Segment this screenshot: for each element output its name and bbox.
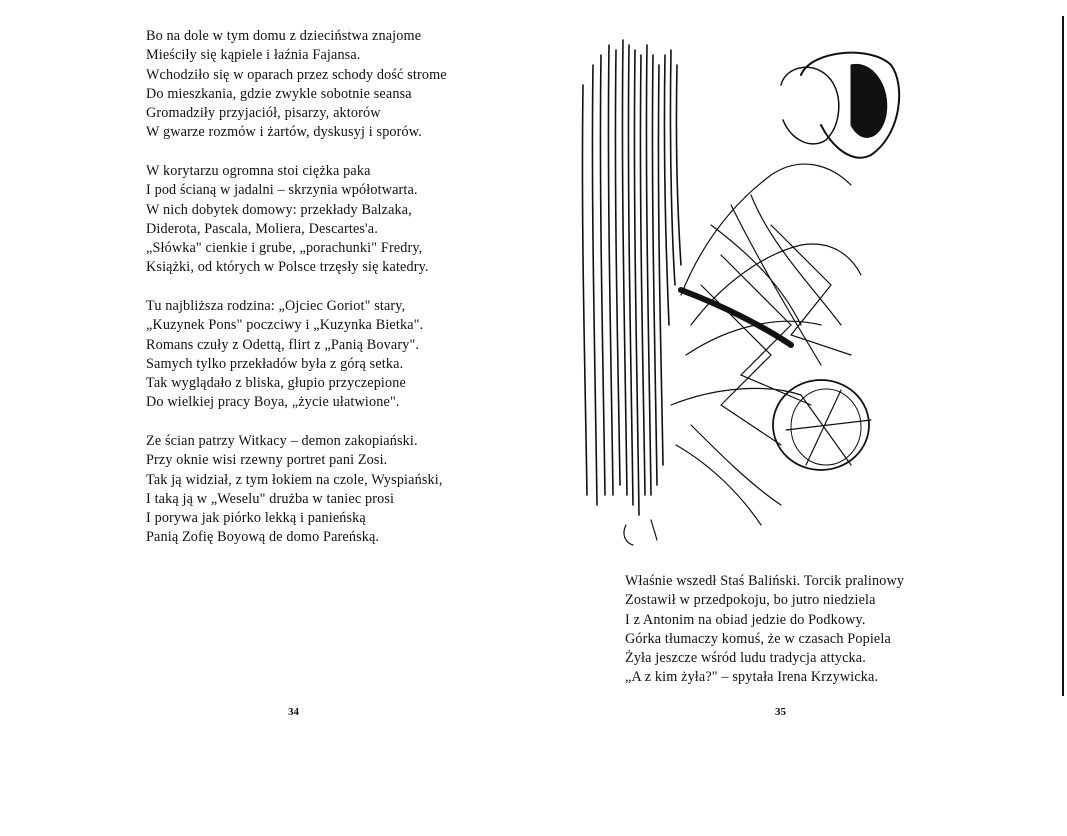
verse-line: Tak wyglądało z bliska, głupio przyczepione <box>146 375 406 392</box>
verse-line: „Słówka" cienkie i grube, „porachunki" Fredry, <box>146 240 423 257</box>
verse-line: Mieściły się kąpiele i łaźnia Fajansa. <box>146 47 361 64</box>
verse-line: I pod ścianą w jadalni – skrzynia wpółotwarta. <box>146 182 418 199</box>
verse-line: Właśnie wszedł Staś Baliński. Torcik pralinowy <box>625 573 905 589</box>
stanza-3 <box>146 297 423 413</box>
verse-line: Bo na dole w tym domu z dzieciństwa znajome <box>146 28 422 44</box>
verse-line: „A z kim żyła?" – spytała Irena Krzywicka. <box>625 669 879 686</box>
verse-line: I z Antonim na obiad jedzie do Podkowy. <box>625 611 866 628</box>
verse-line: I porywa jak piórko lekką i panieńską <box>146 510 366 527</box>
verse-line: Ze ścian patrzy Witkacy – demon zakopiański. <box>146 433 418 449</box>
pen-sketch-illustration-icon <box>571 25 911 550</box>
verse-line: Zostawił w przedpokoju, bo jutro niedziela <box>625 592 876 609</box>
verse-line: Panią Zofię Boyową de domo Pareńską. <box>146 529 380 546</box>
verse-line: „Kuzynek Pons" poczciwy i „Kuzynka Bietka". <box>146 317 424 334</box>
right-page <box>533 0 1067 836</box>
page-number: 35 <box>775 706 786 718</box>
verse-line: Górka tłumaczy komuś, że w czasach Popiela <box>625 630 891 647</box>
verse-line: Tu najbliższa rodzina: „Ojciec Goriot" stary, <box>146 298 406 314</box>
verse-line: Do mieszkania, gdzie zwykle sobotnie seansa <box>146 85 412 102</box>
stanza-1 <box>146 27 447 143</box>
verse-line: Tak ją widział, z tym łokiem na czole, Wyspiański, <box>146 471 443 488</box>
verse-line: Książki, od których w Polsce trzęsły się katedry. <box>146 259 429 276</box>
verse-line: Do wielkiej pracy Boya, „życie ułatwione". <box>146 394 400 411</box>
verse-line: Diderota, Pascala, Moliera, Descartes'a. <box>146 220 378 237</box>
stanza-5 <box>625 572 904 688</box>
verse-line: W korytarzu ogromna stoi ciężka paka <box>146 163 371 179</box>
verse-line: Romans czuły z Odettą, flirt z „Panią Bovary". <box>146 336 420 353</box>
verse-line: Żyła jeszcze wśród ludu tradycja attycka. <box>625 650 866 667</box>
verse-line: Przy oknie wisi rzewny portret pani Zosi. <box>146 452 388 469</box>
left-page <box>0 0 533 836</box>
verse-line: Gromadziły przyjaciół, pisarzy, aktorów <box>146 105 381 122</box>
verse-line: I taką ją w „Weselu" drużba w taniec prosi <box>146 490 395 507</box>
stanza-2 <box>146 162 429 278</box>
verse-line: W gwarze rozmów i żartów, dyskusyj i sporów. <box>146 124 422 141</box>
verse-line: Wchodziło się w oparach przez schody dość strome <box>146 66 447 83</box>
page-edge-rule <box>1062 16 1064 696</box>
verse-line: Samych tylko przekładów była z górą setka. <box>146 355 404 372</box>
stanza-4 <box>146 432 443 548</box>
verse-line: W nich dobytek domowy: przekłady Balzaka, <box>146 201 412 218</box>
page-number: 34 <box>288 706 299 718</box>
